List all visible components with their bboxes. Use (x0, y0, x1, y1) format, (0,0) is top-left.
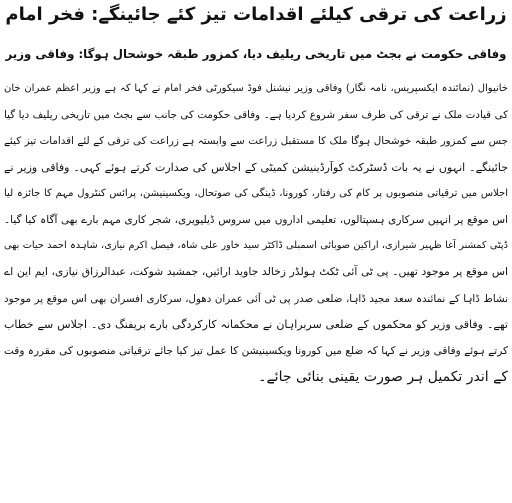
article-body-line: کے اندر تکمیل ہر صورت یقینی بنائی جائے۔ (258, 369, 508, 386)
headline-spacer (4, 28, 508, 42)
article-headline: زراعت کی ترقی کیلئے اقدامات تیز کئے جائینگے: فخر امام (5, 4, 507, 25)
article-body-line: نشاط ڈاہا کے نمائندہ سعد مجید ڈاہا، ضلعی صدر پی ٹی آئی عمران دھول، سرکاری افسران بھی اس موقع پر موجود (4, 292, 508, 305)
article-body-line: اجلاس میں ترقیاتی منصوبوں پر کام کی رفتار، کورونا، ڈینگی کی صوتحال، ویکسینیشن، پرائس کنٹرول مہم کا جائزہ لیا (4, 187, 508, 199)
article-body (4, 76, 508, 390)
article-body-line: کی قیادت ملک نے ترقی کی طرف سفر شروع کردیا ہے۔ وفاقی حکومت کی جانب سے بجٹ میں تاریخی ریلیف دیا گیا (4, 109, 508, 122)
article-body-line: اس موقع پر موجود تھیں۔ پی ٹی آئی ٹکٹ ہولڈر زخالد جاوید ارائیں، جمشید شوکت، عبدالرزاق نیازی، ایم این اے (4, 265, 508, 279)
article-body-line: تھے۔ وفاقی وزیر کو محکموں کے ضلعی سربراہان نے محکمانہ کارکردگی بارے بریفنگ دی۔ اجلاس سے خطاب (4, 317, 508, 331)
article-body-line: خانیوال (نمائندہ ایکسپریس، نامہ نگار) وفاقی وزیر نیشنل فوڈ سیکورٹی فخر امام نے کہا کہ ہے وزیر اعظم عمران خان (4, 83, 508, 94)
article-subheadline: وفاقی حکومت نے بجٹ میں تاریخی ریلیف دیا، کمزور طبقہ خوشحال ہوگا: وفاقی وزیر (5, 47, 507, 61)
article-body-line: جس سے کمزور طبقہ خوشحال ہوگا ملک کا مستقبل زراعت سے وابستہ ہے زراعت کی ترقی کے لئے اقدامات تیز کیئے (4, 135, 508, 148)
article-body-line: جائینگے۔ انہوں نے یہ بات ڈسٹرکٹ کوآرڈینیشن کمیٹی کے اجلاس کی صدارت کرتے ہوئے کہی۔ وفاقی وزیر نے (4, 160, 508, 174)
article-body-line: ڈپٹی کمشنر آغا ظہیر شیرازی، اراکین صوبائی اسمبلی ڈاکٹر سید خاور علی شاہ، فیصل اکرم نیازی، شاہدہ احمد حیات بھی (4, 240, 508, 252)
subheadline-spacer (4, 66, 508, 76)
article-body-line: اس موقع پر انہیں سرکاری ہسپتالوں، تعلیمی اداروں میں سروس ڈیلیویری، شجر کاری مہم بارے بھی آگاہ کیا گیا۔ (4, 213, 508, 226)
article-body-line: کرتے ہوئے وفاقی وزیر نے کہا کہ ضلع میں کورونا ویکسینیشن کا عمل تیز کیا جائے ترقیاتی منصوبوں کی مقررہ وقت (4, 344, 508, 357)
